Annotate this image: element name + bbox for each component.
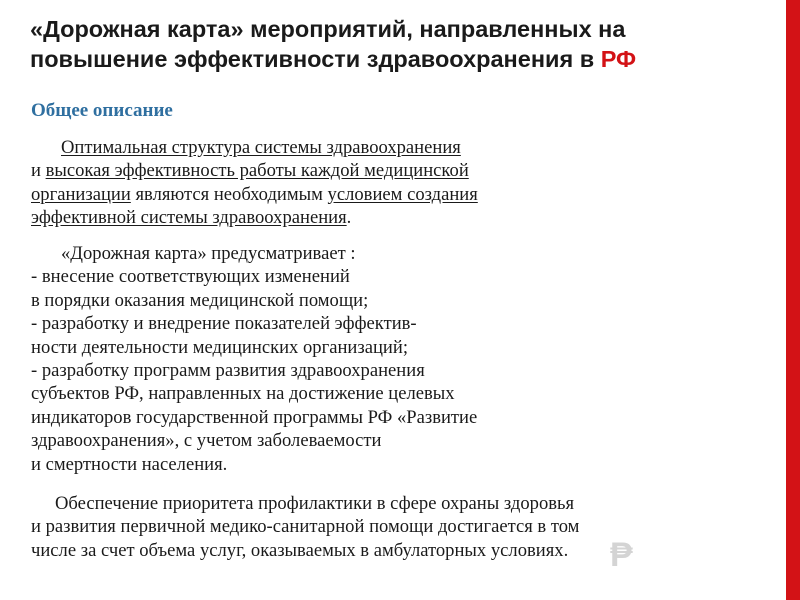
paragraph-line bbox=[31, 136, 781, 159]
paragraph-line: ности деятельности медицинских организаций; bbox=[31, 336, 408, 358]
paragraph-line: индикаторов государственной программы РФ «Развитие bbox=[31, 406, 478, 428]
title-accent-rf: РФ bbox=[600, 46, 637, 72]
accent-bar bbox=[786, 0, 800, 600]
paragraph-line: здравоохранения», с учетом заболеваемости bbox=[31, 430, 382, 452]
paragraph-line: в порядки оказания медицинской помощи; bbox=[31, 289, 369, 311]
paragraph-line: Обеспечение приоритета профилактики в сфере охраны здоровья bbox=[55, 493, 575, 514]
paragraph-line: числе за счет объема услуг, оказываемых в амбулаторных условиях. bbox=[31, 539, 569, 561]
paragraph-roadmap bbox=[31, 242, 781, 476]
paragraph-line: - внесение соответствующих изменений bbox=[31, 266, 350, 288]
underlined-text: Оптимальная структура системы здравоохранения bbox=[61, 137, 461, 158]
paragraph-line bbox=[31, 206, 781, 229]
underlined-text: высокая эффективность работы каждой медицинской bbox=[45, 160, 469, 182]
paragraph-line: и развития первичной медико-санитарной помощи достигается в том bbox=[31, 516, 580, 538]
slide-title bbox=[30, 14, 775, 74]
title-line-1: «Дорожная карта» мероприятий, направленных на bbox=[30, 16, 626, 42]
paragraph-prevention bbox=[31, 492, 781, 562]
paragraph-line bbox=[31, 183, 781, 206]
plain-text: . bbox=[346, 207, 352, 229]
section-subtitle: Общее описание bbox=[31, 100, 173, 121]
paragraph-line: «Дорожная карта» предусматривает : bbox=[61, 243, 356, 264]
plain-text: и bbox=[31, 160, 46, 182]
watermark-icon: ₱ bbox=[610, 536, 634, 574]
paragraph-structure bbox=[31, 136, 781, 230]
paragraph-line: - разработку и внедрение показателей эффектив- bbox=[31, 313, 417, 335]
paragraph-line bbox=[31, 159, 781, 182]
paragraph-line: - разработку программ развития здравоохранения bbox=[31, 359, 425, 381]
paragraph-line: субъектов РФ, направленных на достижение целевых bbox=[31, 383, 455, 405]
paragraph-line: и смертности населения. bbox=[31, 453, 228, 475]
title-line-2: повышение эффективности здравоохранения в bbox=[30, 46, 601, 72]
plain-text: являются необходимым bbox=[130, 183, 328, 205]
underlined-text: организации bbox=[31, 183, 131, 205]
underlined-text: условием создания bbox=[327, 183, 478, 205]
underlined-text: эффективной системы здравоохранения bbox=[31, 207, 347, 229]
